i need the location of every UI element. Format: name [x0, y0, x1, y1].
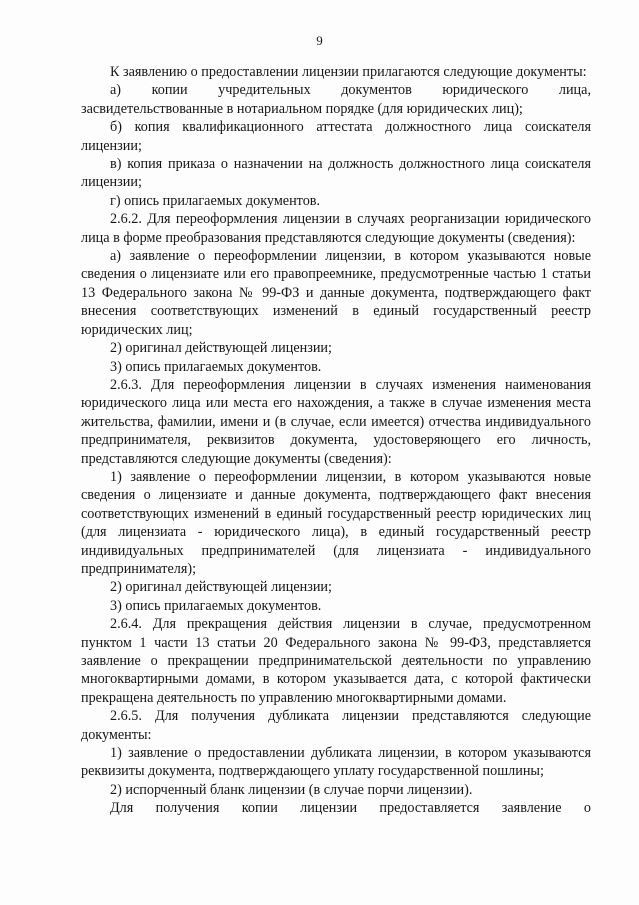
- paragraph: 2.6.2. Для переоформления лицензии в случаях реорганизации юридического лица в форме преобразования представляются следующие документы (сведения):: [81, 211, 591, 246]
- paragraph: 2.6.3. Для переоформления лицензии в случаях изменения наименования юридического лица или места его нахождения, а также в случае изменения места жительства, фамилии, имени и (в случае, если имеется) отчества индивидуального предпринимателя, реквизитов документа, удостоверяющего его личность, представляются следующие документы (сведения):: [81, 376, 591, 467]
- paragraph: 2) испорченный бланк лицензии (в случае порчи лицензии).: [110, 781, 473, 798]
- paragraph: 2) оригинал действующей лицензии;: [110, 579, 332, 596]
- paragraph: г) опись прилагаемых документов.: [110, 192, 321, 209]
- paragraph: 1) заявление о предоставлении дубликата лицензии, в котором указываются реквизиты документа, подтверждающего уплату государственной пошлины;: [81, 745, 591, 780]
- page-number: 9: [316, 33, 323, 48]
- paragraph: в) копия приказа о назначении на должность должностного лица соискателя лицензии;: [81, 156, 591, 191]
- paragraph: Для получения копии лицензии предоставляется заявление о: [110, 800, 591, 817]
- paragraph: 2.6.4. Для прекращения действия лицензии в случае, предусмотренном пунктом 1 части 13 статьи 20 Федерального закона № 99-ФЗ, представляется заявление о прекращении предпринимательской деятельности по управлению многоквартирными домами, в котором указывается дата, с которой фактически прекращена деятельность по управлению многоквартирными домами.: [81, 616, 591, 706]
- paragraph: а) заявление о переоформлении лицензии, в котором указываются новые сведения о лицензиате или его правопреемнике, предусмотренные частью 1 статьи 13 Федерального закона № 99-ФЗ и данные документа, подтверждающего факт внесения соответствующих изменений в единый государственный реестр юридических лиц;: [81, 248, 591, 338]
- paragraph: 1) заявление о переоформлении лицензии, в котором указываются новые сведения о лицензиате и данные документа, подтверждающего факт внесения соответствующих изменений в единый государственный реестр юридических лиц (для лицензиата - юридического лица), в единый государственный реестр индивидуальных предпринимателей (для лицензиата - индивидуального предпринимателя);: [81, 468, 591, 577]
- paragraph: 3) опись прилагаемых документов.: [110, 358, 322, 375]
- paragraph: а) копии учредительных документов юридического лица, засвидетельствованные в нотариальном порядке (для юридических лиц);: [81, 82, 591, 117]
- paragraph: 2) оригинал действующей лицензии;: [110, 340, 332, 357]
- paragraph: 2.6.5. Для получения дубликата лицензии представляются следующие документы:: [81, 708, 591, 743]
- paragraph: 3) опись прилагаемых документов.: [110, 597, 322, 614]
- paragraph: б) копия квалификационного аттестата должностного лица соискателя лицензии;: [81, 119, 591, 154]
- paragraph: К заявлению о предоставлении лицензии прилагаются следующие документы:: [110, 64, 587, 80]
- document-body: [81, 63, 591, 818]
